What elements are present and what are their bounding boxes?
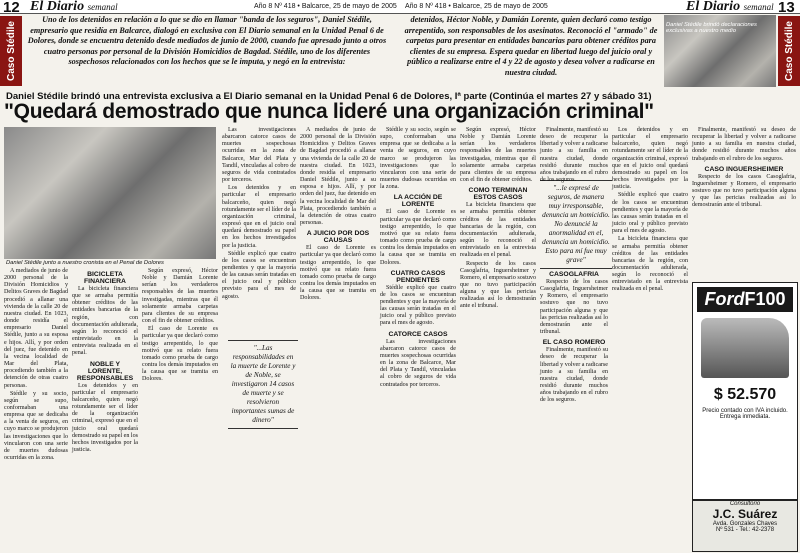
suarez-ad bbox=[692, 500, 798, 552]
column-2 bbox=[72, 268, 138, 551]
ford-logo bbox=[697, 287, 793, 312]
section-head: LA ACCIÓN DE LORENTE bbox=[393, 194, 443, 209]
body-paragraph: Según expresó, Héctor Noble y Damián Lorente serían los verdaderos responsables de las muertes investigadas, mientras que él solamente armaba carpetas para clientes de su empresa con el fin de obtener créditos. bbox=[142, 268, 218, 325]
body-paragraph: Las investigaciones abarcaron catorce casos de muertes sospechosas ocurridas en la zona de Balcarce, Mar del Plata y Tandil, vinculadas al cobro de seguros de vida contratados por terceros. bbox=[380, 338, 456, 388]
right-page-number: 13 bbox=[778, 0, 795, 16]
suarez-phone: Nº 531 - Tel.: 42-2378 bbox=[715, 527, 775, 533]
column-10 bbox=[692, 127, 796, 277]
body-paragraph: El caso de Lorente es particular ya que declaró como testigo arrepentido, lo que motivó que su relato fuera tomado como prueba de cargo contra los demás imputados en la causa que se tramita en Dolores. bbox=[300, 245, 376, 302]
body-paragraph: Finalmente, manifestó su deseo de recuperar la libertad y volver a radicarse junto a su familia en nuestra ciudad, donde residió durante muchos años trabajando en el rubro de los seguros. bbox=[540, 127, 609, 184]
logo-sub: semanal bbox=[87, 2, 118, 12]
section-head: CATORCE CASOS bbox=[388, 330, 448, 338]
body-paragraph: Finalmente, manifestó su deseo de recuperar la libertad y volver a radicarse junto a su familia en nuestra ciudad, donde residió durante muchos años trabajando en el rubro de los seguros. bbox=[692, 127, 796, 162]
section-head: CASO INGUERSHEIMER bbox=[704, 165, 784, 173]
ford-model: F100 bbox=[744, 289, 786, 309]
column-5 bbox=[300, 127, 376, 551]
column-8 bbox=[540, 127, 609, 184]
body-paragraph: La bicicleta financiera que se armaba permitía obtener créditos de las entidades bancarias de la región, con documentación adulterada, según lo reconoció el entrevistado en la entrevista realizada en el penal. bbox=[72, 286, 138, 357]
body-paragraph: Stédile explicó que cuatro de los casos se encuentran pendientes y que la mayoría de las causas serán tratadas en el juicio oral y público previsto para el mes de agosto. bbox=[222, 250, 296, 300]
suarez-address: Avda. Gonzales Chaves bbox=[712, 521, 778, 527]
intro-left: Uno de los detenidos en relación a lo que se dio en llamar "banda de los seguros", Daniel Stédile, empresario que residía en Balcarce, dialogó en exclusiva con El Diario semanal en la Unidad Penal 6 de Dolores, donde se encuentra detenido desde mediados de junio de 2000, cuando fue apresado junto a otros cuatro personas por personal de la División Homicidios de Bagdad. Stédile, uno de los diferentes sospechosos relacionados con los hechos que se le imputa, y negó en la entrevista: bbox=[27, 15, 387, 67]
intro-right: detenidos, Héctor Noble, y Damián Lorente, quien declaró como testigo arrepentido, son responsables de los asesinatos. Reconoció el "armado" de carpetas para presentar en entidades bancarias para obtener créditos para clientes de su empresa. Espera quedar en libertad luego del juicio oral y público a realizarse entre el 4 y 22 de agosto y desea volver a radicarse en nuestra ciudad. bbox=[404, 15, 658, 77]
left-page-number: 12 bbox=[3, 0, 20, 16]
top-right-caption: Daniel Stédile brindó declaraciones exclusivas a nuestro medio bbox=[666, 22, 757, 34]
column-8b bbox=[540, 268, 608, 551]
body-paragraph: A mediados de junio de 2000 personal de la División Homicidios y Delitos Graves de Bagdad procedió a allanar una vivienda de la calle 20 de nuestra ciudad. En 1023, donde residía el empresario Daniel Stédile, junto a su esposa e hijos. Allí, y por orden del juez, fue detenido en la vecina localidad de Mar del Plata, procediendo también a la detención de otras cuatro personas. bbox=[300, 127, 376, 227]
body-paragraph: Los detenidos y en particular el empresario balcarceño, quien negó rotundamente ser el líder de la organización criminal, expresó que en el juicio oral quedará demostrado su papel en los hechos investigados por la justicia. bbox=[612, 127, 688, 191]
main-photo-caption: Daniel Stédile junto a nuestro cronista en el Penal de Dolores bbox=[6, 260, 164, 266]
body-paragraph: Según expresó, Héctor Noble y Damián Lorente serían los verdaderos responsables de las muertes investigadas, mientras que él solamente armaba carpetas para clientes de su empresa con el fin de obtener créditos. bbox=[460, 127, 536, 184]
body-paragraph: Respecto de los casos Casoglafria, Inguersheimer y Romero, el empresario sostuvo que no tuvo participación alguna y que las pericias realizadas así lo demostrarán ante el tribunal. bbox=[460, 260, 536, 310]
ford-price: $ 52.570 bbox=[713, 386, 777, 403]
body-paragraph: Respecto de los casos Casoglafria, Inguersheimer y Romero, el empresario sostuvo que no tuvo participación alguna y que las pericias realizadas así lo demostrarán ante el tribunal. bbox=[692, 173, 796, 209]
column-4 bbox=[222, 127, 296, 551]
body-paragraph: Stédile y su socio, según se supo, conformaban una empresa que se dedicaba a la venta de seguros, en cuyo marco se produjeron las investigaciones que lo vincularon con una serie de muertes dudosas ocurridas en la zona. bbox=[380, 127, 456, 191]
body-paragraph: A mediados de junio de 2000 personal de la División Homicidios y Delitos Graves de Bagdad procedió a allanar una vivienda de la calle 20 de nuestra ciudad. En 1023, donde residía el empresario Daniel Stédile, junto a su esposa e hijos. Allí, y por orden del juez, fue detenido en la vecina localidad de Mar del Plata, procediendo también a la detención de otras cuatro personas. bbox=[4, 268, 68, 389]
body-paragraph: Stédile explicó que cuatro de los casos se encuentran pendientes y que la mayoría de las causas serán tratadas en el juicio oral y público previsto para el mes de agosto. bbox=[380, 284, 456, 327]
section-head: BICICLETA FINANCIERA bbox=[84, 271, 126, 285]
body-paragraph: Los detenidos y en particular el empresario balcarceño, quien negó rotundamente ser el líder de la organización criminal, expresó que en el juicio oral quedará demostrado su papel en los hechos investigados por la justicia. bbox=[72, 382, 139, 453]
logo-sub-right: semanal bbox=[743, 2, 774, 12]
column-6 bbox=[380, 127, 456, 551]
section-head: COMO TERMINAN ESTOS CASOS bbox=[468, 187, 528, 202]
pull-quote-2: "...le expresé de seguros, de manera muy irresponsable, denuncia un homicidio. No denuncié la anormalidad en el, denuncia un homicidio. Esto para mí fue muy grave" bbox=[540, 180, 612, 269]
main-photo bbox=[4, 127, 216, 259]
column-3 bbox=[142, 268, 218, 551]
suarez-name: J.C. Suárez bbox=[712, 507, 778, 521]
right-issue-info: Año 8 Nº 418 • Balcarce, 25 de mayo de 2005 bbox=[405, 3, 548, 10]
truck-image bbox=[701, 318, 789, 378]
ford-ad bbox=[692, 282, 798, 500]
page-header bbox=[0, 0, 800, 14]
body-paragraph: El caso de Lorente es particular ya que declaró como testigo arrepentido, lo que motivó que su relato fuera tomado como prueba de cargo contra los demás imputados en la causa que se tramita en Dolores. bbox=[142, 326, 218, 383]
left-logo bbox=[30, 0, 118, 15]
subtitle: Daniel Stédile brindó una entrevista exclusiva a El Diario semanal en la Unidad Penal 6 de Dolores, Iª parte (Continúa el martes 27 y sábado 31) bbox=[6, 91, 652, 102]
pull-quote-1: "...Las responsabilidades en la muerte de Lorente y de Noble, se investigaron 14 casos de muerte y se resolvieron importantes sumas de dinero" bbox=[228, 340, 298, 429]
logo-main-right: El Diario bbox=[686, 0, 741, 14]
ford-note: Precio contado con IVA incluido. Entrega inmediata. bbox=[702, 408, 788, 420]
right-section-label: Caso Stédile bbox=[778, 16, 800, 86]
column-9 bbox=[612, 127, 688, 551]
body-paragraph: La bicicleta financiera que se armaba permitía obtener créditos de las entidades bancarias de la región, con documentación adulterada, según lo reconoció el entrevistado en la entrevista realizada en el penal. bbox=[460, 202, 536, 259]
right-logo bbox=[686, 0, 774, 15]
body-paragraph: Los detenidos y en particular el empresario balcarceño, quien negó rotundamente ser el líder de la organización criminal, expresó que en el juicio oral quedará demostrado su papel en los hechos investigados por la justicia. bbox=[222, 185, 296, 249]
body-paragraph: Las investigaciones abarcaron catorce casos de muertes sospechosas ocurridas en la zona de Balcarce, Mar del Plata y Tandil, vinculadas al cobro de seguros de vida contratados por terceros. bbox=[222, 127, 296, 184]
section-head: CUATRO CASOS PENDIENTES bbox=[390, 269, 446, 284]
column-7 bbox=[460, 127, 536, 551]
body-paragraph: Stédile explicó que cuatro de los casos se encuentran pendientes y que la mayoría de las causas serán tratadas en el juicio oral y público previsto para el mes de agosto. bbox=[612, 192, 688, 235]
section-head: CASOGLAFRIA bbox=[549, 271, 599, 278]
ford-brand: Ford bbox=[704, 289, 745, 309]
headline: "Quedará demostrado que nunca lideré una organización criminal" bbox=[4, 100, 654, 123]
section-head: EL CASO ROMERO bbox=[542, 339, 606, 347]
left-section-label: Caso Stédile bbox=[0, 16, 22, 86]
section-head: NOBLE Y LORENTE, RESPONSABLES bbox=[76, 360, 134, 382]
logo-main: El Diario bbox=[30, 0, 85, 14]
body-paragraph: Finalmente, manifestó su deseo de recuperar la libertad y volver a radicarse junto a su familia en nuestra ciudad, donde residió durante muchos años trabajando en el rubro de los seguros. bbox=[540, 347, 609, 404]
body-paragraph: Stédile y su socio, según se supo, conformaban una empresa que se dedicaba a la venta de seguros, en cuyo marco se produjeron las investigaciones que lo vincularon con una serie de muertes dudosas ocurridas en la zona. bbox=[4, 390, 68, 462]
body-paragraph: El caso de Lorente es particular ya que declaró como testigo arrepentido, lo que motivó que su relato fuera tomado como prueba de cargo contra los demás imputados en la causa que se tramita en Dolores. bbox=[380, 209, 456, 266]
left-issue-info: Año 8 Nº 418 • Balcarce, 25 de mayo de 2005 bbox=[254, 3, 397, 10]
section-head: A JUICIO POR DOS CAUSAS bbox=[306, 230, 370, 245]
body-paragraph: Respecto de los casos Casoglafria, Inguersheimer y Romero, el empresario sostuvo que no tuvo participación alguna y que las pericias realizadas así lo demostrarán ante el tribunal. bbox=[540, 279, 608, 336]
suarez-title: Consultorio bbox=[729, 501, 761, 507]
body-paragraph: La bicicleta financiera que se armaba permitía obtener créditos de las entidades bancarias de la región, con documentación adulterada, según lo reconoció el entrevistado en la entrevista realizada en el penal. bbox=[612, 236, 688, 293]
column-1 bbox=[4, 268, 68, 551]
